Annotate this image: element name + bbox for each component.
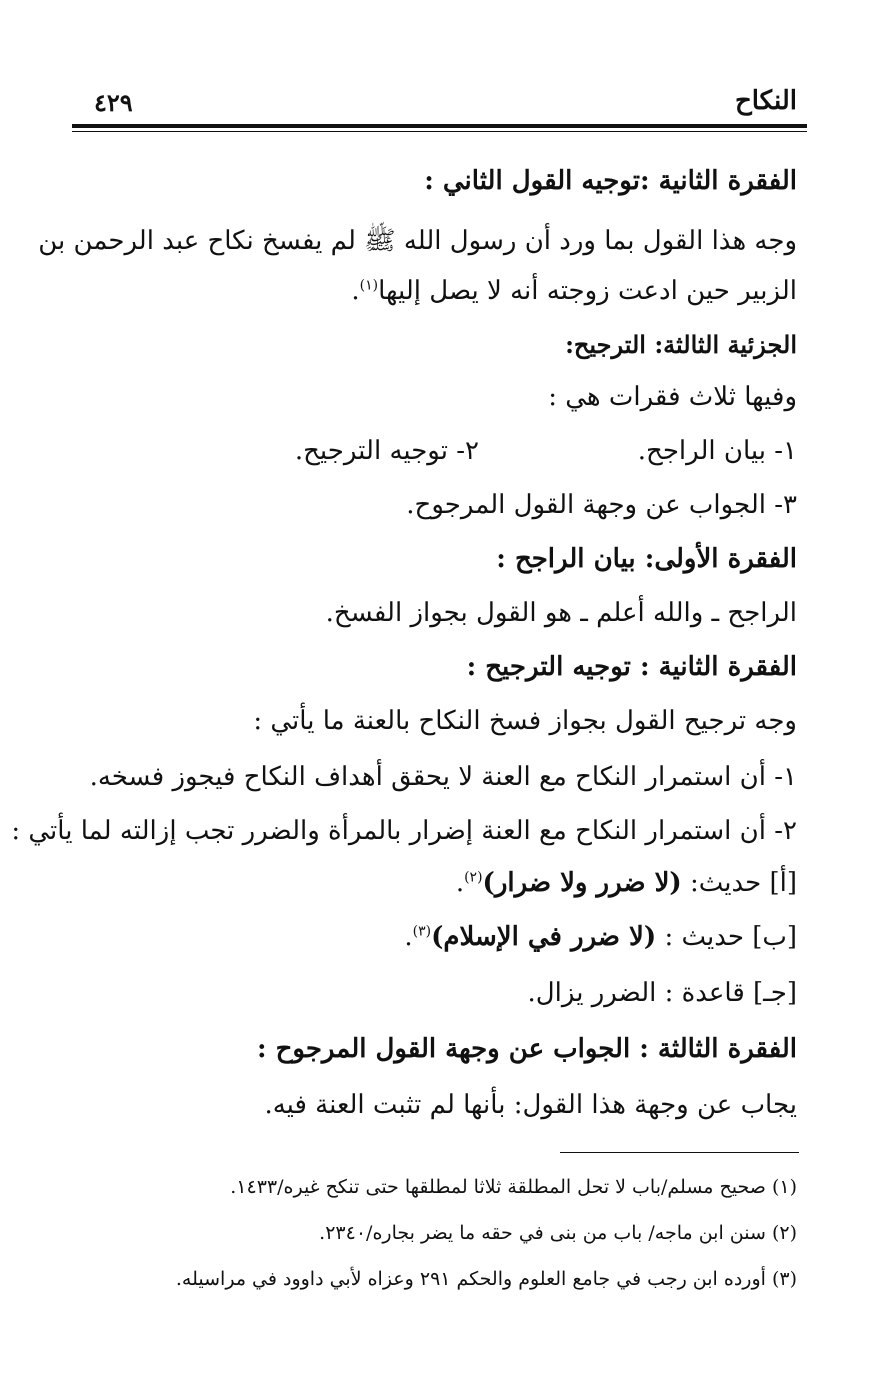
section-heading: الفقرة الثانية : توجيه الترجيح : [466,652,797,682]
list-item: ١- أن استمرار النكاح مع العنة لا يحقق أهداف النكاح فيجوز فسخه. [89,762,797,792]
hadith-quote: (لا ضرر في الإسلام) [431,922,657,952]
list-item: ١- بيان الراجح. [637,436,797,466]
footnote: (٢) سنن ابن ماجه/ باب من بنى في حقه ما يضر بجاره/٢٣٤٠. [319,1222,797,1244]
footnote-ref: (٣) [412,923,432,940]
footnote-ref: (٢) [464,869,483,886]
evidence-item: [أ] حديث: (لا ضرر ولا ضرار)$^{(٢)}$. [455,868,797,898]
header-rule-thick [72,124,807,128]
hadith-quote: (لا ضرر ولا ضرار) [482,868,682,898]
footnote-ref: (١) [359,277,379,294]
paragraph-line: وجه ترجيح القول بجواز فسخ النكاح بالعنة ما يأتي : [253,706,797,736]
list-item: ٣- الجواب عن وجهة القول المرجوح. [406,490,797,520]
section-heading: الفقرة الأولى: بيان الراجح : [496,544,797,574]
subsection-heading: الجزئية الثالثة: الترجيح: [565,330,797,359]
footnote-separator [560,1152,799,1153]
list-item: ٢- أن استمرار النكاح مع العنة إضرار بالمرأة والضرر تجب إزالته لما يأتي : [11,816,797,846]
footnote: (١) صحيح مسلم/باب لا تحل المطلقة ثلاثا لمطلقها حتى تنكح غيره/١٤٣٣. [230,1176,797,1198]
evidence-item: [ب] حديث : (لا ضرر في الإسلام)$^{(٣)}$. [404,922,797,952]
paragraph-line: يجاب عن وجهة هذا القول: بأنها لم تثبت العنة فيه. [264,1090,797,1120]
header-rule-thin [72,131,807,132]
paragraph-line: وفيها ثلاث فقرات هي : [548,382,797,412]
section-heading: الفقرة الثالثة : الجواب عن وجهة القول المرجوح : [257,1034,797,1064]
paragraph-line: وجه هذا القول بما ورد أن رسول الله ﷺ لم يفسخ نكاح عبد الرحمن بن [38,226,797,256]
section-heading: الفقرة الثانية :توجيه القول الثاني : [424,166,797,196]
paragraph-line: الراجح ـ والله أعلم ـ هو القول بجواز الفسخ. [325,598,797,628]
list-item: ٢- توجيه الترجيح. [294,436,479,466]
footnote: (٣) أورده ابن رجب في جامع العلوم والحكم ٢٩١ وعزاه لأبي داوود في مراسيله. [175,1268,797,1290]
paragraph-line: الزبير حين ادعت زوجته أنه لا يصل إليها$^{(١)}$. [351,276,797,306]
evidence-item: [جـ] قاعدة : الضرر يزال. [527,978,797,1008]
page-number: ٤٢٩ [94,88,133,117]
running-header-title: النكاح [734,86,797,116]
